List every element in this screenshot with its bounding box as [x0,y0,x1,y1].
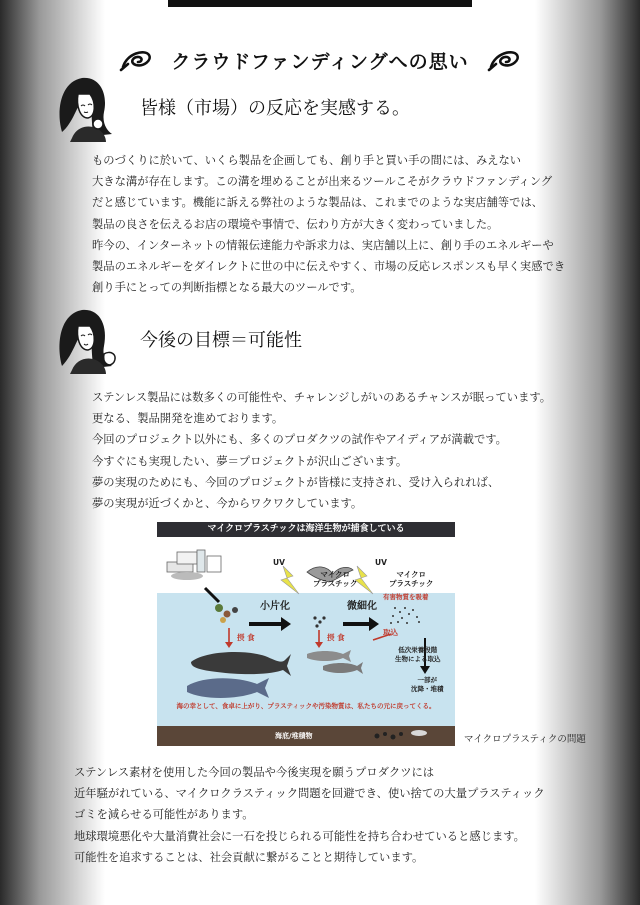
section-title-market: 皆様（市場）の反応を実感する。 [140,98,410,119]
paragraph-line: 可能性を追求することは、社会貢献に繋がることと期待しています。 [74,850,424,864]
paragraph-line: 夢の実現が近づくかと、今からワクワクしています。 [92,496,363,510]
paragraph-line: 夢の実現のためにも、今回のプロジェクトが皆様に支持され、受け入られれば、 [92,475,500,489]
thinking-woman-icon [50,72,120,142]
fish-icon [323,662,363,674]
tuna-icon [187,678,269,698]
paragraph-market [92,150,565,298]
swirl-icon [119,47,153,73]
paragraph-line: 更なる、製品開発を進めております。 [92,412,284,426]
paragraph-line: 大きな溝が存在します。この溝を埋めることが出来るツールこそがクラウドファンディング [92,175,553,189]
paragraph-line: 地球環境悪化や大量消費社会に一石を投じられる可能性を持ち合わせていると感じます。 [74,829,525,843]
paragraph-line: ゴミを減らせる可能性があります。 [74,808,254,822]
paragraph-line: ステンレス素材を使用した今回の製品や今後実現を願うプロダクツには [74,766,435,779]
paragraph-line: 昨今の、インターネットの情報伝達能力や訴求力は、実店舗以上に、創り手のエネルギーや [92,238,554,252]
page-title-text: クラウドファンディングへの思い [171,50,469,73]
trash-pile-icon [167,550,221,580]
hopeful-woman-icon [50,304,120,374]
ingestion-label: 摂 食 [327,633,345,642]
paragraph-goal [92,387,551,514]
plastic-fragment-icon [215,604,238,623]
paragraph-line: 製品のエネルギーをダイレクトに世の中に伝えやすく、市場の反応レスポンスも早く実感でき [92,259,566,273]
paragraph-line: だと感じています。機能に訴える弊社のような製品は、これまでのような実店舗等では、 [92,196,543,210]
diagram-graphics [157,522,455,746]
swirl-icon [487,47,521,73]
fragmentation-label: 小片化 [260,601,290,612]
paragraph-sustainability [74,762,545,868]
arrow-right-icon [249,617,291,631]
paragraph-line: 今すぐにも実現したい、夢＝プロジェクトが沢山ございます。 [92,454,408,468]
uv-label: UV [375,558,387,567]
micronization-label: 微細化 [347,601,377,612]
arrow-down-icon [205,588,219,602]
micro-label: マイクロ プラスチック [389,570,434,588]
microplastic-diagram [157,522,455,746]
intake-label: 取込 [383,628,398,637]
section-title-goal: 今後の目標＝可能性 [140,330,302,351]
paragraph-line: ステンレス製品には数多くの可能性や、チャレンジしがいのあるチャンスが眠っています。 [92,391,552,404]
section-heading-market [50,72,410,142]
low-trophic-label: 低次栄養段階 生物による取込 [395,646,441,663]
fish-icon [307,650,351,662]
micro-label: マイクロ プラスチック [313,570,358,588]
top-bar [168,0,472,7]
sunlight-bolt-icon [281,566,299,594]
whale-icon [191,652,291,676]
paragraph-line: ものづくりに於いて、いくら製品を企画しても、創り手と買い手の間には、みえない [92,154,522,167]
sedimentation-label: 一部が 沈降・堆積 [411,676,444,693]
paragraph-line: 近年騒がれている、マイクロクラスティック問題を回避でき、使い捨ての大量プラスティック [74,787,545,801]
paragraph-line: 今回のプロジェクト以外にも、多くのプロダクツの試作やアイディアが満載です。 [92,433,507,447]
paragraph-line: 製品の良さを伝えるお店の環境や事情で、伝わり方が大きく変わっていました。 [92,217,499,231]
diagram-title: マイクロプラスチックは海洋生物が捕食している [157,522,455,537]
uv-label: UV [273,558,285,567]
harmful-substance-label: 有害物質を吸着 [383,593,429,601]
seabed-label: 海底/堆積物 [275,732,313,740]
section-heading-goal [50,304,302,374]
sunlight-bolt-icon [355,566,373,594]
ingestion-label: 摂 食 [237,633,255,642]
diagram-caption: マイクロプラスティクの問題 [464,734,586,745]
paragraph-line: 創り手にとっての判断指標となる最大のツールです。 [92,281,362,295]
food-chain-note: 海の幸として、食卓に上がり、プラスティックや汚染物質は、私たちの元に戻ってくる。 [176,702,436,710]
arrow-right-icon [343,617,379,631]
seabed-organism-icon [375,730,428,740]
